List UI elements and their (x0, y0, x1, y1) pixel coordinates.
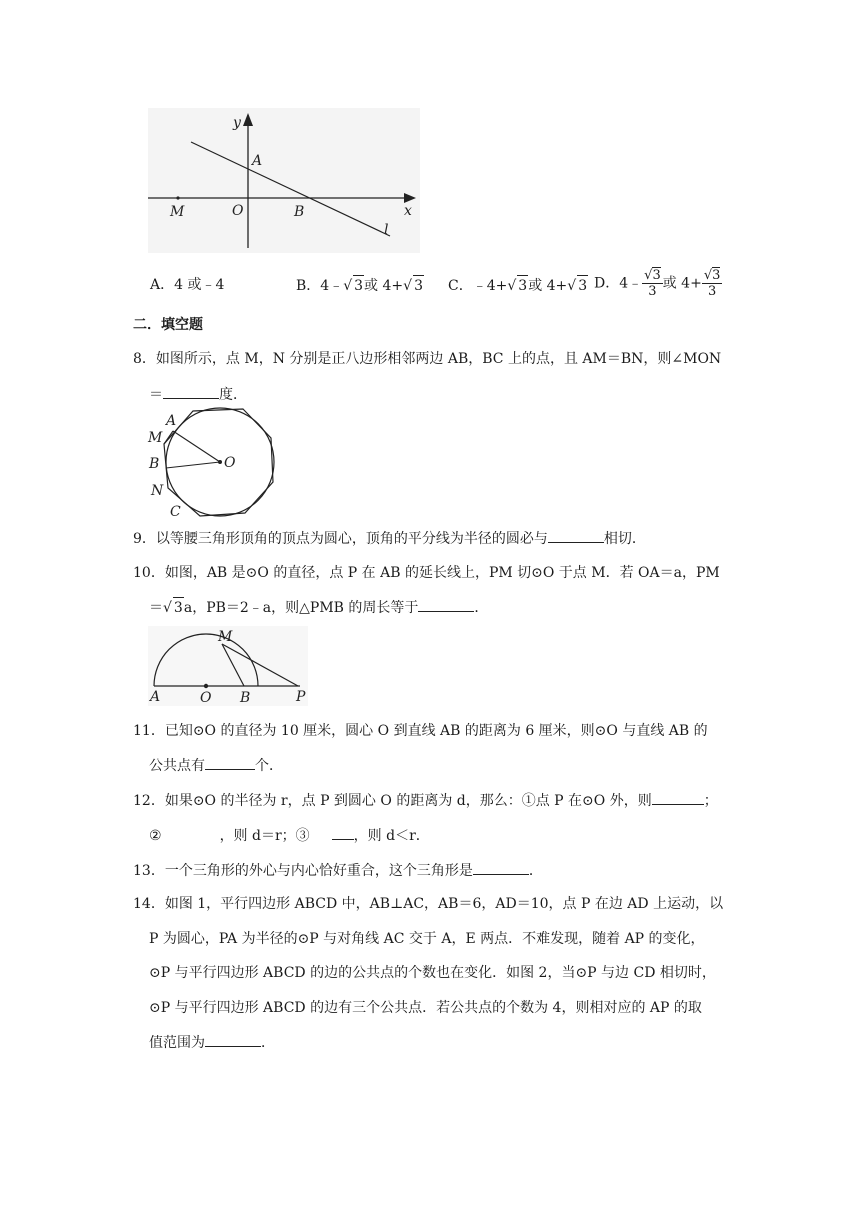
fig10-label-A: A (150, 689, 161, 705)
q13-answer-blank[interactable] (473, 860, 529, 875)
q12-line1: 12．如果⊙O 的半径为 r，点 P 到圆心 O 的距离为 d，那么：①点 P 在⊙O 外，则 ； (133, 790, 718, 811)
q12-answer-blank-1[interactable] (652, 790, 704, 805)
fig7-label-y: y (233, 115, 241, 131)
figure-q7-coordinate-graph (148, 108, 420, 253)
q10-line2: ＝√ 3a，PB＝2﹣a，则△PMB 的周长等于 ． (149, 597, 488, 618)
fig7-label-O: O (232, 203, 244, 219)
q7-option-b: B．4﹣√ 3或 4+√ 3 (296, 275, 424, 296)
q13-text: 13．一个三角形的外心与内心恰好重合，这个三角形是 ． (133, 860, 543, 881)
fig7-label-x: x (404, 203, 412, 219)
q9-answer-blank[interactable] (548, 528, 604, 543)
q14-line2: P 为圆心，PA 为半径的⊙P 与对角线 AC 交于 A，E 两点．不难发现，随着 AP 的变化， (149, 931, 705, 947)
fig10-label-M: M (218, 629, 233, 645)
fig7-label-B: B (294, 204, 305, 220)
fig10-label-P: P (296, 689, 306, 705)
q14-answer-blank[interactable] (205, 1032, 261, 1047)
section-heading-fill-in: 二．填空题 (133, 317, 203, 333)
q14-line4: ⊙P 与平行四边形 ABCD 的边有三个公共点．若公共点的个数为 4，则相对应的 AP 的取 (149, 1000, 702, 1016)
figure-q10-semicircle-tangent (148, 626, 308, 706)
fig7-label-l: l (384, 222, 389, 238)
q8-line1: 8．如图所示，点 M，N 分别是正八边形相邻两边 AB，BC 上的点，且 AM＝BN，则∠MON (133, 351, 722, 367)
fig10-label-O: O (200, 690, 212, 706)
q8-line2: ＝ 度． (149, 384, 247, 405)
q10-line1: 10．如图，AB 是⊙O 的直径，点 P 在 AB 的延长线上，PM 切⊙O 于点 M．若 OA＝a，PM (133, 565, 720, 581)
figure-q8-octagon (146, 406, 278, 518)
fig10-label-B: B (240, 690, 251, 706)
q12-answer-blank-3[interactable] (332, 825, 354, 840)
q9-text: 9．以等腰三角形顶角的顶点为圆心，顶角的平分线为半径的圆必与 相切． (133, 528, 646, 549)
q7-option-a: A．4 或﹣4 (150, 277, 225, 293)
q11-answer-blank[interactable] (205, 755, 255, 770)
q12-line2: ② ，则 d＝r；③ ，则 d＜r． (149, 825, 430, 846)
fig7-label-M: M (170, 204, 185, 220)
q14-line3: ⊙P 与平行四边形 ABCD 的边的公共点的个数也在变化．如图 2，当⊙P 与边 CD 相切时， (149, 965, 716, 981)
q8-answer-blank[interactable] (163, 384, 219, 399)
q10-answer-blank[interactable] (418, 597, 474, 612)
fig8-label-A: A (166, 413, 177, 429)
fig8-label-O: O (224, 455, 236, 471)
q7-option-d: D．4﹣ $\frac{√3}{3}$ 或 4+ $\frac{√3}{3}$ (594, 268, 721, 299)
q11-line1: 11．已知⊙O 的直径为 10 厘米，圆心 O 到直线 AB 的距离为 6 厘米，则⊙O 与直线 AB 的 (133, 723, 708, 739)
fig8-label-M: M (148, 430, 163, 446)
fig8-label-N: N (151, 483, 164, 499)
q7-option-c: C．﹣4+√ 3或 4+√ 3 (448, 275, 588, 296)
fig8-label-B: B (149, 456, 160, 472)
q11-line2: 公共点有 个． (149, 755, 283, 776)
fig8-label-C: C (170, 504, 181, 520)
q14-line1: 14．如图 1，平行四边形 ABCD 中，AB⊥AC，AB＝6，AD＝10，点 P 在边 AD 上运动，以 (133, 896, 724, 912)
fig7-label-A: A (252, 153, 263, 169)
q14-line5: 值范围为 ． (149, 1032, 275, 1053)
